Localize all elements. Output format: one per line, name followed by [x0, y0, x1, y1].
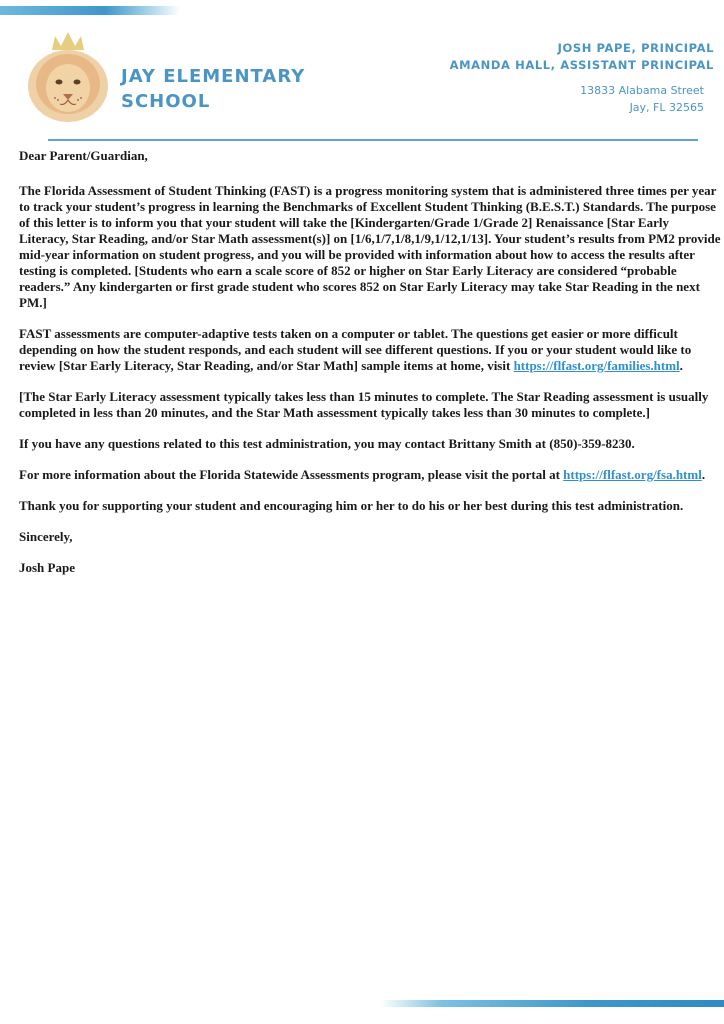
letter-greeting: Dear Parent/Guardian,: [19, 148, 148, 163]
school-name-line-1: JAY ELEMENTARY: [121, 66, 306, 87]
lion-mascot-icon: [22, 28, 114, 126]
address-street: 13833 Alabama Street: [580, 84, 704, 97]
administration-block: [394, 40, 714, 74]
paragraph-contact: If you have any questions related to this test administration, you may contact Brittany Smith at (850)-359-8230.: [19, 436, 635, 451]
paragraph-test-duration: [The Star Early Literacy assessment typically takes less than 15 minutes to complete. The Star Reading assessment is usually completed in less than 20 minutes, and the Star Math assessment typically takes less than 30 minutes to complete.]: [19, 389, 709, 420]
paragraph-more-info: [19, 467, 721, 483]
school-name-line-2: SCHOOL: [121, 91, 211, 112]
paragraph-end-period: .: [701, 467, 706, 482]
fsa-portal-link[interactable]: https://flfast.org/fsa.html: [563, 467, 702, 482]
address-city: Jay, FL 32565: [629, 101, 704, 114]
paragraph-fast-overview: The Florida Assessment of Student Thinking (FAST) is a progress monitoring system that is administered three times per year to track your student’s progress in learning the Benchmarks of Excellent Student Thinking (B.E.S.T.) Standards. The purpose of this letter is to inform you that your student will take the [Kindergarten/Grade 1/Grade 2] Renaissance [Star Early Literacy, Star Reading, and/or Star Math assessment(s)] on [1/6,1/7,1/8,1/9,1/12,1/13]. Your student’s results from PM2 provide mid-year information on student progress, and you will be provided with information about how to access the results after testing is completed. [Students who earn a scale score of 852 or higher on Star Early Literacy are considered “probable readers.” Any kindergarten or first grade student who scores 852 on Star Early Literacy may take Star Reading in the next PM.]: [19, 183, 721, 310]
families-link[interactable]: https://flfast.org/families.html: [513, 358, 680, 373]
letter-signature: Josh Pape: [19, 560, 75, 575]
paragraph-more-info-text: For more information about the Florida Statewide Assessments program, please visit the portal at: [19, 467, 564, 482]
paragraph-computer-adaptive: [19, 326, 721, 374]
bottom-accent-bar: [380, 1000, 724, 1007]
paragraph-end-period: .: [679, 358, 683, 373]
top-accent-bar-fade: [150, 6, 180, 15]
letterhead-divider: [48, 139, 698, 141]
letter-body: [19, 148, 721, 591]
principal-name: JOSH PAPE, PRINCIPAL: [557, 41, 714, 55]
assistant-principal-name: AMANDA HALL, ASSISTANT PRINCIPAL: [449, 58, 714, 72]
letter-closing: Sincerely,: [19, 529, 73, 544]
school-name: [121, 64, 351, 114]
paragraph-thank-you: Thank you for supporting your student and encouraging him or her to do his or her best during this test administration.: [19, 498, 684, 513]
paragraph-computer-adaptive-text: FAST assessments are computer-adaptive tests taken on a computer or tablet. The questions get easier or more difficult depending on how the student responds, and each student will see different questions. If you or your student would like to review [Star Early Literacy, Star Reading, and/or Star Math] sample items at home, visit: [19, 326, 692, 373]
top-accent-bar: [0, 6, 150, 15]
school-address: [504, 82, 704, 116]
